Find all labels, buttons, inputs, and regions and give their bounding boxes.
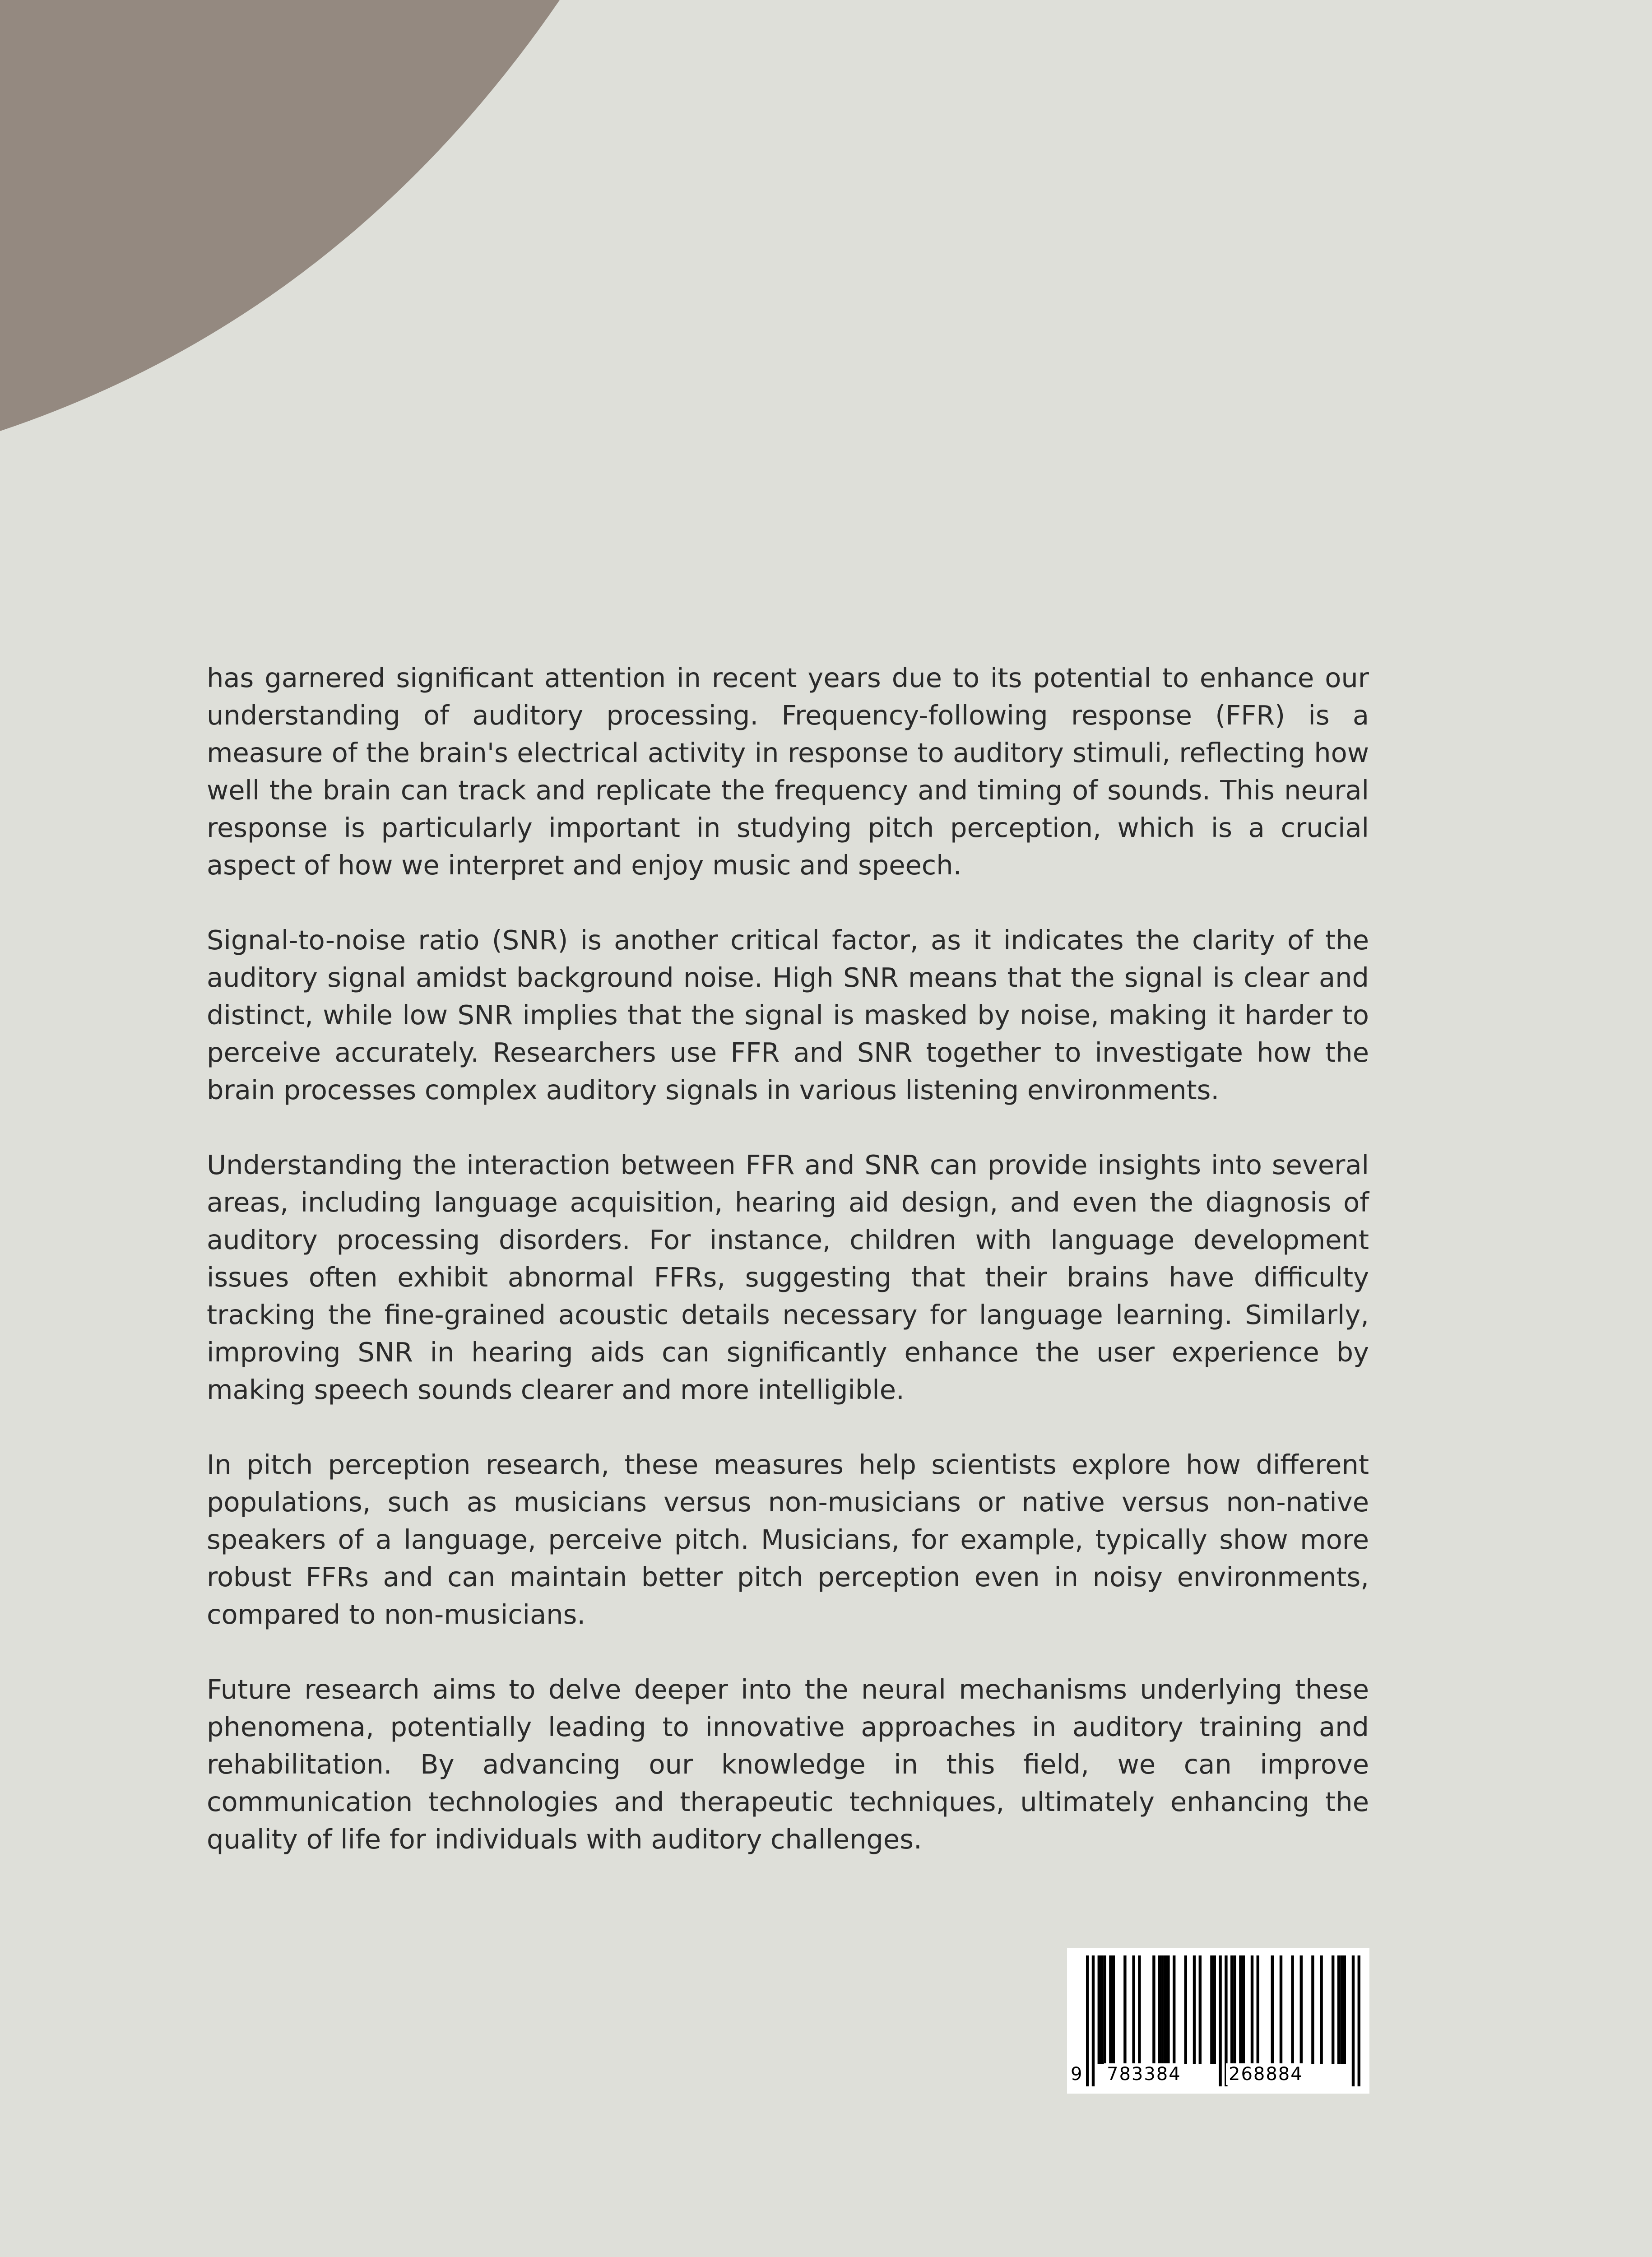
- barcode-bar: [1337, 1955, 1340, 2064]
- barcode-bar: [1112, 1955, 1115, 2064]
- barcode-bar: [1123, 1955, 1126, 2064]
- barcode-bar: [1210, 1955, 1213, 2064]
- barcode-bar: [1251, 1955, 1253, 2064]
- barcode-bar: [1230, 1955, 1233, 2064]
- barcode-bar: [1271, 1955, 1274, 2064]
- barcode-bar: [1103, 1955, 1106, 2064]
- barcode-bar: [1233, 1955, 1236, 2064]
- paragraph-future-research: Future research aims to delve deeper into the neural mechanisms underlying these phenomena, potentially leading to innovative approaches in auditory training and rehabilitation. By advancing our knowledge in this field, we can improve communication technologies and therapeutic techniques, ultimately enhancing the quality of life for individuals with auditory challenges.: [207, 1674, 1369, 1855]
- barcode-bar: [1213, 1955, 1216, 2064]
- paragraph-pitch-research: In pitch perception research, these measures help scientists explore how different populations, such as musicians versus non-musicians or native versus non-native speakers of a language, perceive pitch. Musicians, for example, typically show more robust FFRs and can maintain better pitch perception even in noisy environments, compared to non-musicians.: [207, 1449, 1369, 1630]
- barcode-bar: [1193, 1955, 1196, 2064]
- barcode-bar: [1138, 1955, 1141, 2064]
- barcode-bar: [1242, 1955, 1245, 2064]
- barcode-bar: [1158, 1955, 1161, 2064]
- barcode-bar: [1239, 1955, 1242, 2064]
- barcode-bar: [1173, 1955, 1175, 2064]
- barcode-bar: [1291, 1955, 1294, 2064]
- barcode-bar: [1332, 1955, 1334, 2064]
- barcode-bar: [1343, 1955, 1346, 2064]
- barcode-guard-bar: [1219, 1955, 1221, 2086]
- paragraph-interaction: Understanding the interaction between FFR and SNR can provide insights into several areas, including language acquisition, hearing aid design, and even the diagnosis of auditory processing disorders. For instance, children with language development issues often exhibit abnormal FFRs, suggesting that their brains have difficulty tracking the fine-grained acoustic details necessary for language learning. Similarly, improving SNR in hearing aids can significantly enhance the user experience by making speech sounds clearer and more intelligible.: [207, 1149, 1369, 1405]
- barcode-bar: [1280, 1955, 1282, 2064]
- barcode-guard-bar: [1358, 1955, 1360, 2086]
- barcode-guard-bar: [1352, 1955, 1355, 2086]
- barcode-lead-digit: 9: [1071, 2064, 1083, 2085]
- paragraph-snr: Signal-to-noise ratio (SNR) is another critical factor, as it indicates the clarity of the auditory signal amidst background noise. High SNR means that the signal is clear and distinct, while low SNR implies that the signal is masked by noise, making it harder to perceive accurately. Researchers use FFR and SNR together to investigate how the brain processes complex auditory signals in various listening environments.: [207, 924, 1369, 1105]
- barcode-bar: [1340, 1955, 1343, 2064]
- barcode-bar: [1100, 1955, 1103, 2064]
- paragraph-ffr-intro: has garnered significant attention in recent years due to its potential to enhance our understanding of auditory processing. Frequency-following response (FFR) is a measure of the brain's electrical activity in response to auditory stimuli, reflecting how well the brain can track and replicate the frequency and timing of sounds. This neural response is particularly important in studying pitch perception, which is a crucial aspect of how we interpret and enjoy music and speech.: [207, 662, 1369, 881]
- barcode-bar: [1300, 1955, 1303, 2064]
- barcode-bar: [1320, 1955, 1323, 2064]
- barcode-bar: [1132, 1955, 1135, 2064]
- barcode-right-digits: 268884: [1226, 2063, 1306, 2085]
- barcode-bar: [1109, 1955, 1112, 2064]
- barcode-bar: [1257, 1955, 1259, 2064]
- isbn-barcode: [1067, 1948, 1369, 2094]
- barcode-left-digits: 783384: [1104, 2063, 1184, 2085]
- barcode-bar: [1098, 1955, 1100, 2064]
- barcode-bar: [1167, 1955, 1169, 2064]
- barcode-guard-bar: [1086, 1955, 1089, 2086]
- barcode-guard-bar: [1092, 1955, 1095, 2086]
- barcode-bar: [1152, 1955, 1155, 2064]
- barcode-bar: [1199, 1955, 1202, 2064]
- corner-decoration-shape: [0, 0, 564, 442]
- body-text: [207, 659, 1369, 1858]
- barcode-bar: [1161, 1955, 1164, 2064]
- barcode-bar: [1164, 1955, 1167, 2064]
- barcode-bar: [1311, 1955, 1314, 2064]
- barcode-bar: [1184, 1955, 1187, 2064]
